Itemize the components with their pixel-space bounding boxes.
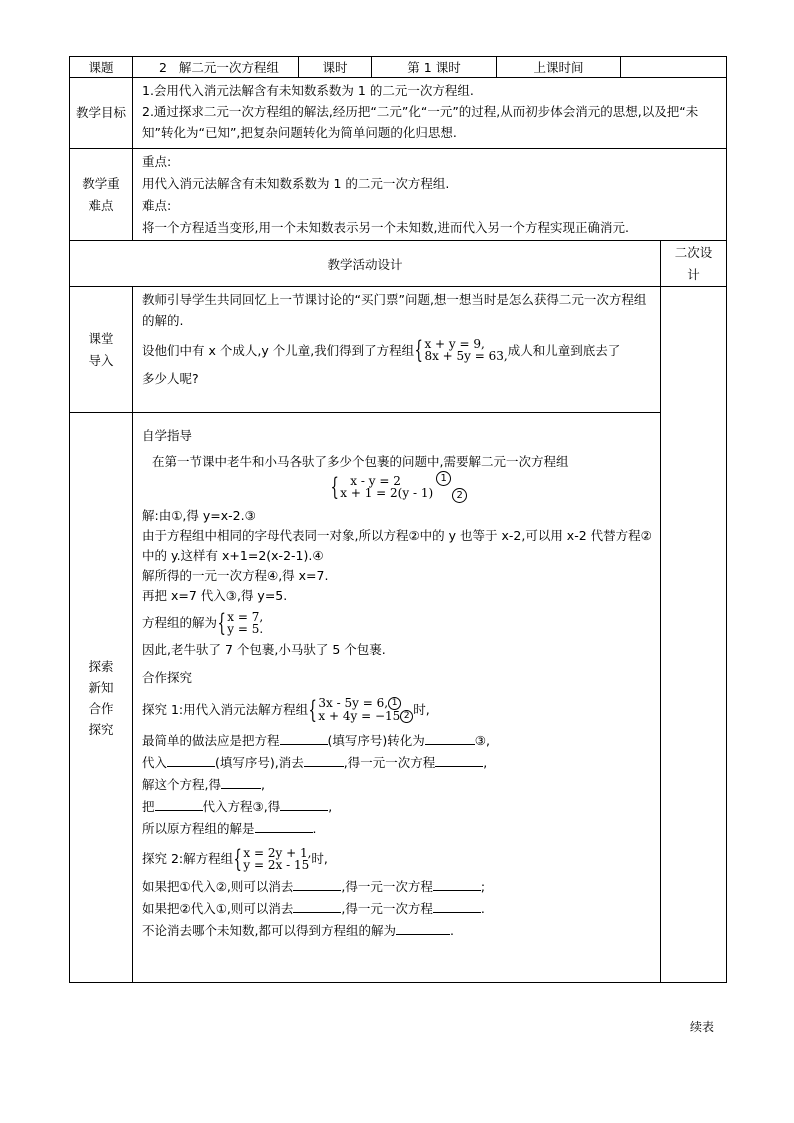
self-eq-1: x - y = 2 xyxy=(350,474,401,488)
key-points-content xyxy=(133,149,727,241)
circled-number-2: 2 xyxy=(452,488,467,503)
goals-row xyxy=(70,78,727,149)
key-points-row xyxy=(70,149,727,241)
difficulty-text: 将一个方程适当变形,用一个未知数表示另一个未知数,进而代入另一个方程实现正确消元. xyxy=(142,220,629,235)
task-2-line-2: 如果把②代入①,则可以消去 ,得一元一次方程 . xyxy=(142,898,656,920)
intro-eq-1: x + y = 9, xyxy=(424,337,485,351)
period-label: 课时 xyxy=(299,57,372,78)
answer-blank[interactable] xyxy=(280,730,328,745)
task-1-line-3: 解这个方程,得 , xyxy=(142,774,656,796)
period-value: 第 1 课时 xyxy=(372,57,497,78)
task-2-heading xyxy=(142,842,656,876)
intro-row xyxy=(70,287,727,413)
brace-icon: { xyxy=(308,696,317,724)
self-study-system xyxy=(142,472,656,502)
solution-line-5-before: 方程组的解为 xyxy=(142,615,218,630)
header-row xyxy=(70,57,727,78)
goal-item-1: 1.会用代入消元法解含有未知数系数为 1 的二元一次方程组. xyxy=(142,83,474,98)
focus-title: 重点: xyxy=(142,154,172,169)
answer-blank[interactable] xyxy=(435,752,483,767)
task-2-after: 时, xyxy=(311,851,328,866)
intro-label: 课堂导入 xyxy=(70,287,133,413)
sol5-eq-2: y = 5. xyxy=(227,622,264,636)
task-1-after: 时, xyxy=(413,702,430,717)
cooperative-title: 合作探究 xyxy=(142,670,193,685)
solution-line-2: 由于方程组中相同的字母代表同一对象,所以方程②中的 y 也等于 x-2,可以用 x-2 代替方程②中的 y.这样有 x+1=2(x-2-1).④ xyxy=(142,528,652,563)
time-label: 上课时间 xyxy=(497,57,621,78)
focus-text: 用代入消元法解含有未知数系数为 1 的二元一次方程组. xyxy=(142,176,450,191)
answer-blank[interactable] xyxy=(280,796,328,811)
intro-content xyxy=(133,287,661,413)
answer-blank[interactable] xyxy=(293,876,341,891)
answer-blank[interactable] xyxy=(293,898,341,913)
lesson-plan-table xyxy=(69,56,727,983)
t2-eq-2: y = 2x - 15 xyxy=(243,858,310,872)
key-points-label: 教学重难点 xyxy=(70,149,133,241)
task-2-before: 探究 2:解方程组 xyxy=(142,851,234,866)
difficulty-title: 难点: xyxy=(142,198,172,213)
solution-line-4: 再把 x=7 代入③,得 y=5. xyxy=(142,588,288,603)
intro-line-1: 教师引导学生共同回忆上一节课讨论的“买门票”问题,想一想当时是怎么获得二元一次方程组的解的. xyxy=(142,292,647,328)
t1-eq-2: x + 4y = −15 2 xyxy=(318,710,413,723)
solution-line-6: 因此,老牛驮了 7 个包裹,小马驮了 5 个包裹. xyxy=(142,642,386,657)
answer-blank[interactable] xyxy=(304,752,344,767)
intro-eq-2: 8x + 5y = 63, xyxy=(424,349,508,363)
intro-line-2-before: 设他们中有 x 个成人,y 个儿童,我们得到了方程组 xyxy=(142,342,415,358)
answer-blank[interactable] xyxy=(396,920,450,935)
t2-eq-1: x = 2y + 1, xyxy=(243,846,312,860)
time-value xyxy=(621,57,727,78)
circled-number-2: 2 xyxy=(400,710,413,723)
topic-value: 2 解二元一次方程组 xyxy=(133,57,299,78)
solution-line-5 xyxy=(142,606,656,640)
brace-icon: { xyxy=(414,336,424,364)
answer-blank[interactable] xyxy=(155,796,203,811)
brace-icon: { xyxy=(233,845,242,873)
explore-label-2: 合作探究 xyxy=(88,700,114,737)
task-1-line-2: 代入 (填写序号),消去 ,得一元一次方程 , xyxy=(142,752,656,774)
second-design-cell xyxy=(661,287,727,983)
intro-line-3: 多少人呢? xyxy=(142,371,199,386)
answer-blank[interactable] xyxy=(425,730,475,745)
explore-label-1: 探索新知 xyxy=(88,658,114,695)
task-1-heading xyxy=(142,692,656,728)
circled-number-1: 1 xyxy=(436,471,451,486)
goals-label: 教学目标 xyxy=(70,78,133,149)
solution-line-3: 解所得的一元一次方程④,得 x=7. xyxy=(142,568,329,583)
intro-line-2-after: 成人和儿童到底去了 xyxy=(507,342,621,358)
activity-title: 教学活动设计 xyxy=(70,241,661,287)
explore-label xyxy=(70,413,133,983)
intro-equation-system xyxy=(414,338,508,362)
sol5-eq-1: x = 7, xyxy=(227,610,264,624)
goal-item-2: 2.通过探求二元一次方程组的解法,经历把“二元”化“一元”的过程,从而初步体会消元的思想,以及把“未知”转化为“已知”,把复杂问题转化为简单问题的化归思想. xyxy=(142,104,699,140)
activity-header-row xyxy=(70,241,727,287)
explore-row xyxy=(70,413,727,983)
task-2-line-3: 不论消去哪个未知数,都可以得到方程组的解为 . xyxy=(142,920,656,942)
answer-blank[interactable] xyxy=(167,752,215,767)
task-1-line-4: 把 代入方程③,得 , xyxy=(142,796,656,818)
task-1-before: 探究 1:用代入消元法解方程组 xyxy=(142,702,309,717)
solution-line-1: 解:由①,得 y=x-2.③ xyxy=(142,508,256,523)
continued-label: 续表 xyxy=(690,1020,715,1034)
brace-icon: { xyxy=(217,609,226,637)
task-1-line-1: 最简单的做法应是把方程 (填写序号)转化为 ③, xyxy=(142,730,656,752)
answer-blank[interactable] xyxy=(433,898,481,913)
task-1-line-5: 所以原方程组的解是 . xyxy=(142,818,656,840)
second-design-label: 二次设计 xyxy=(661,241,727,287)
self-study-title: 自学指导 xyxy=(142,428,193,443)
goals-content xyxy=(133,78,727,149)
self-eq-2: x + 1 = 2(y - 1) xyxy=(340,486,434,500)
answer-blank[interactable] xyxy=(255,818,313,833)
task-2-line-1: 如果把①代入②,则可以消去 ,得一元一次方程 ; xyxy=(142,876,656,898)
intro-line-2 xyxy=(142,335,656,365)
self-study-intro: 在第一节课中老牛和小马各驮了多少个包裹的问题中,需要解二元一次方程组 xyxy=(152,454,569,469)
t1-eq-1: 3x - 5y = 6, 1 xyxy=(318,697,413,710)
explore-content xyxy=(133,413,661,983)
topic-label: 课题 xyxy=(70,57,133,78)
answer-blank[interactable] xyxy=(221,774,261,789)
brace-icon: { xyxy=(330,473,339,501)
circled-number-1: 1 xyxy=(388,697,401,710)
answer-blank[interactable] xyxy=(433,876,481,891)
